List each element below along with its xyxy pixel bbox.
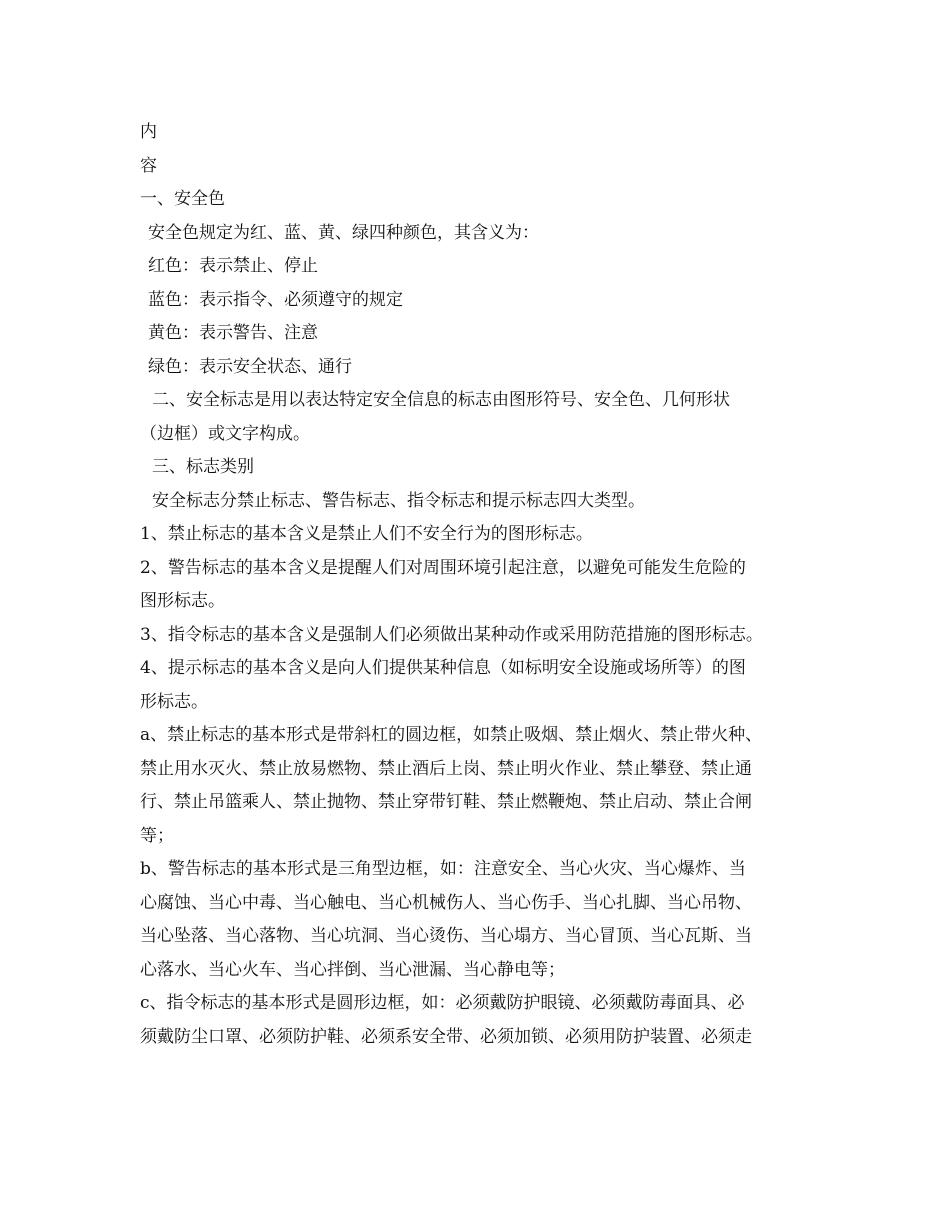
list-item: 3、指令标志的基本含义是强制人们必须做出某种动作或采用防范措施的图形标志。 <box>140 624 763 645</box>
list-item: 2、警告标志的基本含义是提醒人们对周围环境引起注意，以避免可能发生危险的 <box>140 557 746 578</box>
paragraph-line: 心落水、当心火车、当心拌倒、当心泄漏、当心静电等； <box>140 959 565 980</box>
list-item: 4、提示标志的基本含义是向人们提供某种信息（如标明安全设施或场所等）的图 <box>140 658 746 678</box>
heading-char-2: 容 <box>140 155 157 176</box>
paragraph-line: 须戴防尘口罩、必须防护鞋、必须系安全带、必须加锁、必须用防护装置、必须走 <box>140 1026 752 1047</box>
list-item: c、指令标志的基本形式是圆形边框，如：必须戴防护眼镜、必须戴防毒面具、必 <box>140 993 745 1013</box>
section-heading-safety-signs: 二、安全标志是用以表达特定安全信息的标志由图形符号、安全色、几何形状 <box>152 390 730 410</box>
paragraph-line: 心腐蚀、当心中毒、当心触电、当心机械伤人、当心伤手、当心扎脚、当心吊物、 <box>140 892 752 913</box>
paragraph-line: 当心坠落、当心落物、当心坑洞、当心烫伤、当心塌方、当心冒顶、当心瓦斯、当 <box>140 926 752 946</box>
paragraph-line: 等； <box>140 825 174 846</box>
paragraph-line: （边框）或文字构成。 <box>140 423 310 444</box>
paragraph-line: 禁止用水灭火、禁止放易燃物、禁止酒后上岗、禁止明火作业、禁止攀登、禁止通 <box>140 758 752 779</box>
document-body <box>140 116 820 1054</box>
section-heading-safety-colors: 一、安全色 <box>140 189 225 209</box>
list-item: 1、禁止标志的基本含义是禁止人们不安全行为的图形标志。 <box>140 524 593 544</box>
list-item: a、禁止标志的基本形式是带斜杠的圆边框，如禁止吸烟、禁止烟火、禁止带火种、 <box>140 725 763 745</box>
paragraph-line: 安全标志分禁止标志、警告标志、指令标志和提示标志四大类型。 <box>152 490 645 511</box>
paragraph-line: 行、禁止吊篮乘人、禁止抛物、禁止穿带钉鞋、禁止燃鞭炮、禁止启动、禁止合闸 <box>140 792 752 812</box>
paragraph-line: 蓝色：表示指令、必须遵守的规定 <box>148 289 403 310</box>
paragraph-line: 黄色：表示警告、注意 <box>148 323 318 343</box>
paragraph-line: 安全色规定为红、蓝、黄、绿四种颜色，其含义为： <box>148 222 539 243</box>
paragraph-line: 绿色：表示安全状态、通行 <box>148 356 352 377</box>
paragraph-line: 形标志。 <box>140 691 208 712</box>
paragraph-line: 红色：表示禁止、停止 <box>148 256 318 276</box>
list-item: b、警告标志的基本形式是三角型边框，如：注意安全、当心火灾、当心爆炸、当 <box>140 859 746 879</box>
heading-char-1: 内 <box>140 122 157 142</box>
section-heading-sign-categories: 三、标志类别 <box>152 457 254 477</box>
paragraph-line: 图形标志。 <box>140 591 225 611</box>
